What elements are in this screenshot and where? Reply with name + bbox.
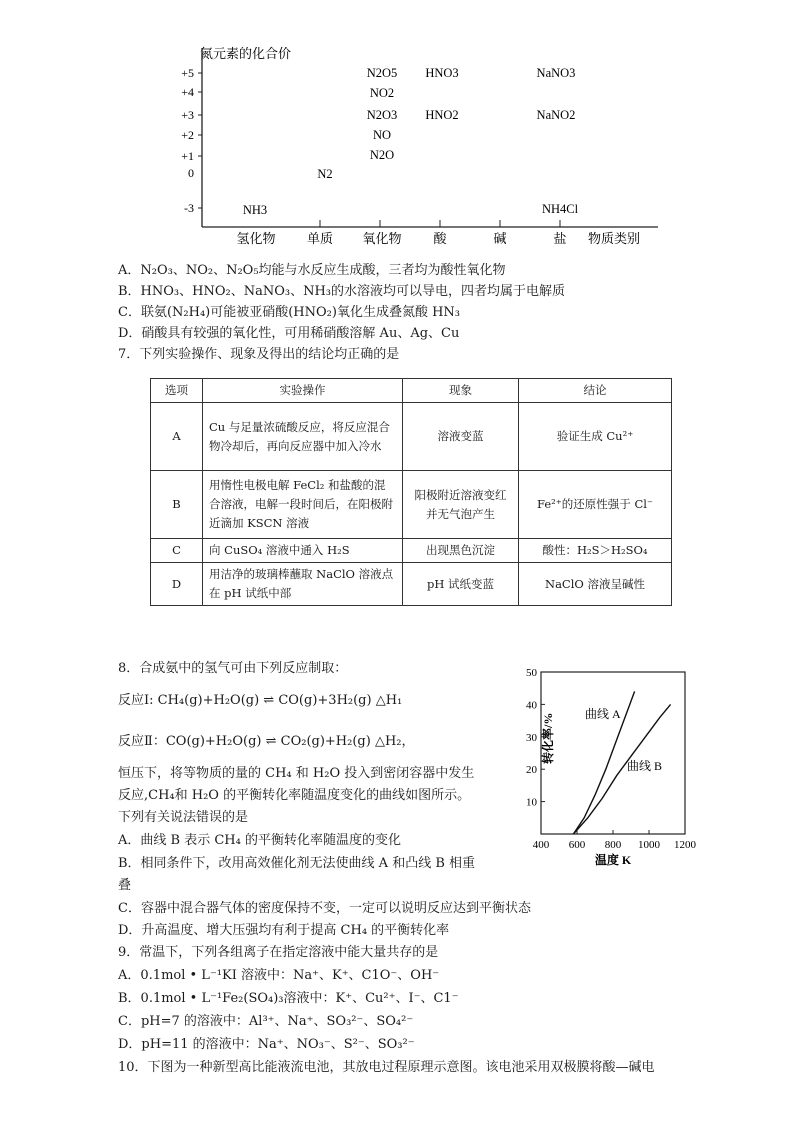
q8-paragraph: 反应,CH₄和 H₂O 的平衡转化率随温度变化的曲线如图所示。 [118,788,471,803]
compound-label: NO2 [369,86,395,100]
q8-reaction-2: 反应Ⅱ：CO(g)+H₂O(g) ⇌ CO₂(g)+H₂(g) △H₂， [118,734,415,749]
row-option: C [151,539,203,563]
xcat-label: 氧化物 [362,231,402,246]
row-phenomenon: 溶液变蓝 [403,403,519,471]
q9-option-d: D．pH=11 的溶液中：Na⁺、NO₃⁻、S²⁻、SO₃²⁻ [118,1037,415,1052]
row-conclusion: Fe²⁺的还原性强于 Cl⁻ [519,471,672,539]
q8-option-b: B．相同条件下，改用高效催化剂无法使曲线 A 和凸线 B 相重 [118,856,476,871]
table-header-row [151,379,672,403]
table-header: 结论 [519,379,672,403]
ytick-label: -3 [184,201,194,215]
chart-xlabel: 温度 K [594,853,632,867]
row-phenomenon: 阳极附近溶液变红并无气泡产生 [403,471,519,539]
compound-label: HNO3 [425,66,459,80]
xcat-label: 酸 [433,231,447,246]
experiment-table [150,378,672,606]
table-row [151,539,672,563]
x-tick-label: 400 [532,839,550,851]
q9-option-b: B．0.1mol • L⁻¹Fe₂(SO₄)₃溶液中：K⁺、Cu²⁺、I⁻、C1⁻ [118,991,459,1006]
xcat-label: 碱 [493,231,507,246]
compound-label: HNO2 [425,108,459,122]
x-tick-label: 1200 [674,839,696,851]
valence-chart-ylabel: 氮元素的化合价 [200,46,292,61]
compound-label: NH3 [242,203,268,217]
valence-chart [170,40,660,250]
table-header: 实验操作 [203,379,403,403]
ytick-label: +2 [181,128,194,142]
y-tick-label: 10 [526,796,537,809]
table-row [151,563,672,606]
q9-option-a: A．0.1mol • L⁻¹KI 溶液中：Na⁺、K⁺、C1O⁻、OH⁻ [118,968,440,983]
y-tick-label: 20 [526,764,537,777]
row-operation: 向 CuSO₄ 溶液中通入 H₂S [203,539,403,563]
row-operation: 用惰性电极电解 FeCl₂ 和盐酸的混合溶液，电解一段时间后，在阳极附近滴加 KSCN 溶液 [203,471,403,539]
q8-paragraph: 恒压下，将等物质的量的 CH₄ 和 H₂O 投入到密闭容器中发生 [118,766,475,781]
ytick-label: +4 [181,85,194,99]
q8-option-a: A．曲线 B 表示 CH₄ 的平衡转化率随温度的变化 [118,833,401,848]
row-conclusion: 验证生成 Cu²⁺ [519,403,672,471]
row-operation: Cu 与足量浓硫酸反应，将反应混合物冷却后，再向反应器中加入冷水 [203,403,403,471]
row-option: D [151,563,203,606]
xcat-label: 物质类别 [587,231,641,246]
conversion-chart [505,662,705,872]
q6-option-a: A．N₂O₃、NO₂、N₂O₅均能与水反应生成酸，三者均为酸性氧化物 [118,263,506,278]
q6-option-c: C．联氨(N₂H₄)可能被亚硝酸(HNO₂)氧化生成叠氮酸 HN₃ [118,305,461,320]
q6-option-b: B．HNO₃、HNO₂、NaNO₃、NH₃的水溶液均可以导电，四者均属于电解质 [118,284,566,299]
compound-label: NO [372,128,392,142]
table-row [151,403,672,471]
chart-ylabel: 转化率/% [541,712,555,764]
compound-label: NaNO3 [536,66,576,80]
ytick-label: +3 [181,108,194,122]
x-tick-label: 600 [568,839,586,851]
q8-reaction-1: 反应Ⅰ: CH₄(g)+H₂O(g) ⇌ CO(g)+3H₂(g) △H₁ [118,693,403,708]
q8-option-c: C．容器中混合器气体的密度保持不变，一定可以说明反应达到平衡状态 [118,901,531,916]
compound-label: N2O [369,148,395,162]
row-phenomenon: pH 试纸变蓝 [403,563,519,606]
compound-label: N2 [317,167,333,181]
compound-label: NaNO2 [536,108,576,122]
y-tick-label: 30 [526,731,537,744]
q8-option-b-cont: 叠 [118,878,132,893]
ytick-label: +1 [181,149,194,163]
row-operation: 用洁净的玻璃棒蘸取 NaClO 溶液点在 pH 试纸中部 [203,563,403,606]
x-tick-label: 800 [604,839,622,851]
x-tick-label: 1000 [638,839,660,851]
series-label-a: 曲线 A [585,707,621,721]
y-tick-label: 50 [526,667,537,679]
row-option: B [151,471,203,539]
compound-label: NH4Cl [541,202,579,216]
xcat-label: 氢化物 [236,231,276,246]
table-header: 现象 [403,379,519,403]
xcat-label: 盐 [553,231,567,246]
compound-label: N2O3 [366,108,398,122]
q6-option-d: D．硝酸具有较强的氧化性，可用稀硝酸溶解 Au、Ag、Cu [118,326,460,341]
q7-stem: 7．下列实验操作、现象及得出的结论均正确的是 [118,347,400,362]
q8-paragraph: 下列有关说法错误的是 [118,810,249,825]
table-row [151,471,672,539]
q10-stem: 10．下图为一种新型高比能液流电池，其放电过程原理示意图。该电池采用双极膜将酸—碱电 [118,1060,655,1075]
row-conclusion: NaClO 溶液呈碱性 [519,563,672,606]
xcat-label: 单质 [306,231,334,246]
table-header: 选项 [151,379,203,403]
plot-frame [541,672,685,834]
ytick-label: 0 [188,166,194,180]
row-option: A [151,403,203,471]
y-tick-label: 40 [526,699,537,712]
row-conclusion: 酸性：H₂S＞H₂SO₄ [519,539,672,563]
q8-option-d: D．升高温度、增大压强均有利于提高 CH₄ 的平衡转化率 [118,923,450,938]
q9-stem: 9．常温下，下列各组离子在指定溶液中能大量共存的是 [118,945,439,960]
row-phenomenon: 出现黑色沉淀 [403,539,519,563]
compound-label: N2O5 [366,66,398,80]
ytick-label: +5 [181,66,194,80]
series-label-b: 曲线 B [627,759,663,773]
q8-stem: 8．合成氨中的氢气可由下列反应制取： [118,661,348,676]
q9-option-c: C．pH=7 的溶液中：Al³⁺、Na⁺、SO₃²⁻、SO₄²⁻ [118,1014,414,1029]
